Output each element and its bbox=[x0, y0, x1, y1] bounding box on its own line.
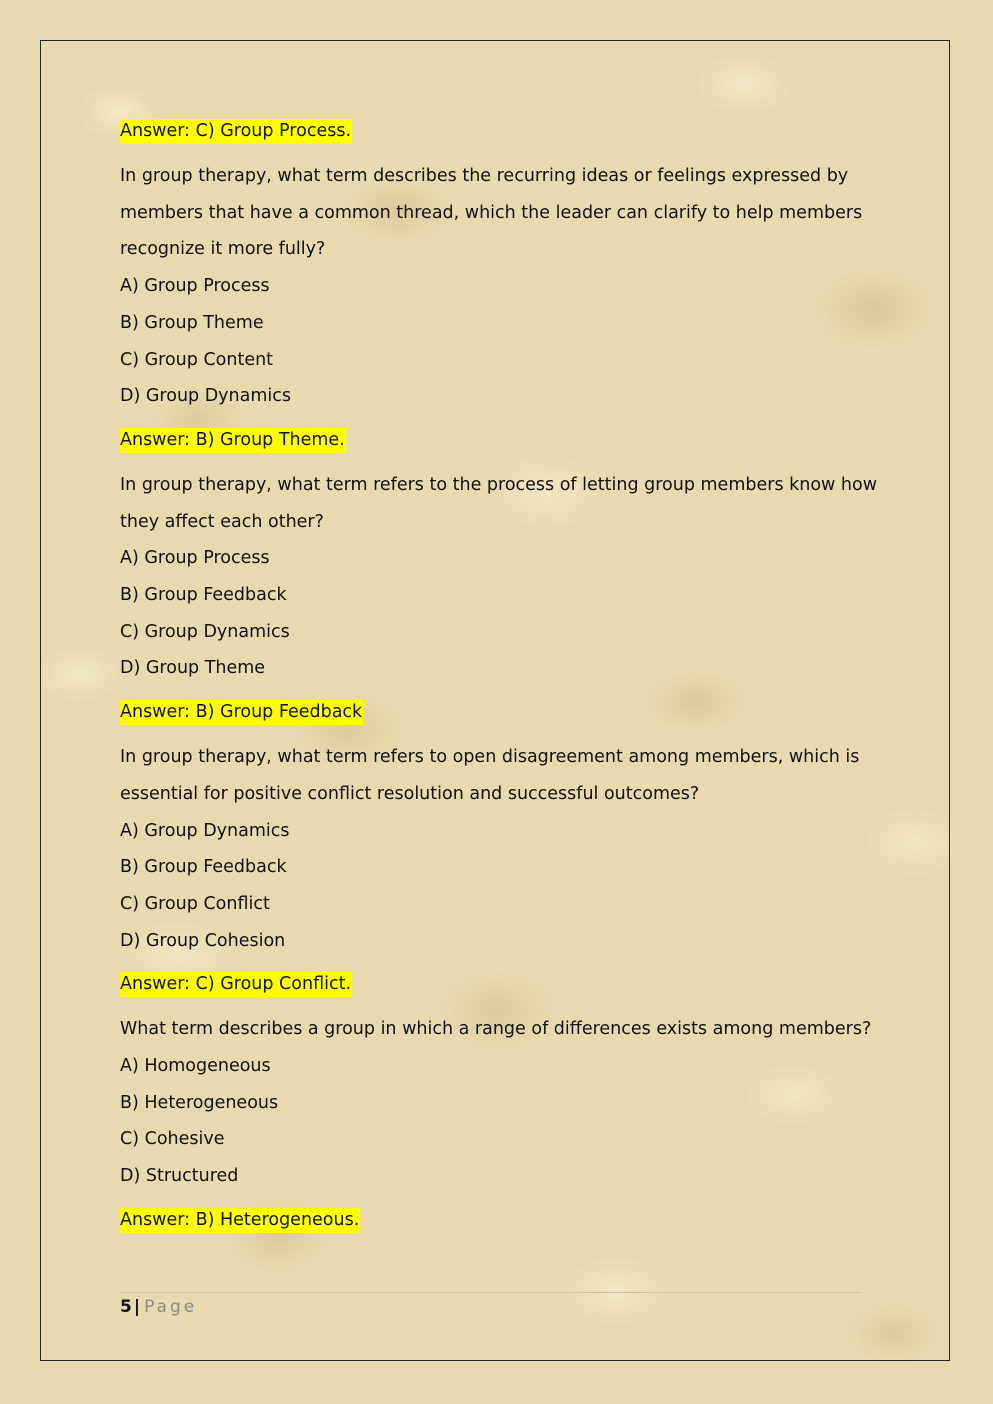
answer-line bbox=[120, 699, 860, 725]
question-text: essential for positive conflict resolution and successful outcomes? bbox=[120, 783, 700, 804]
question-text: What term describes a group in which a range of differences exists among members? bbox=[120, 1019, 872, 1040]
page-footer bbox=[120, 1292, 860, 1317]
option-c: C) Group Content bbox=[120, 349, 274, 370]
answer-highlight: Answer: B) Group Feedback bbox=[120, 700, 363, 725]
option-b: B) Group Feedback bbox=[120, 857, 287, 878]
option-c: C) Group Dynamics bbox=[120, 621, 290, 642]
option-b: B) Group Theme bbox=[120, 312, 264, 333]
page-number: 5 bbox=[120, 1297, 132, 1317]
option-b: B) Heterogeneous bbox=[120, 1092, 279, 1113]
option-c: C) Group Conflict bbox=[120, 893, 270, 914]
option-b: B) Group Feedback bbox=[120, 585, 287, 606]
answer-line bbox=[120, 427, 860, 453]
question-text: In group therapy, what term refers to the process of letting group members know how bbox=[120, 474, 878, 495]
option-d: D) Group Dynamics bbox=[120, 386, 292, 407]
option-c: C) Cohesive bbox=[120, 1129, 225, 1150]
option-d: D) Structured bbox=[120, 1166, 239, 1187]
option-d: D) Group Cohesion bbox=[120, 930, 286, 951]
document-body bbox=[120, 118, 878, 1233]
option-a: A) Homogeneous bbox=[120, 1056, 271, 1077]
page-label: Page bbox=[144, 1297, 198, 1317]
answer-highlight: Answer: B) Heterogeneous. bbox=[120, 1208, 360, 1233]
question-block bbox=[120, 739, 860, 959]
answer-highlight: Answer: C) Group Process. bbox=[120, 119, 352, 144]
question-text: members that have a common thread, which the leader can clarify to help members bbox=[120, 202, 863, 223]
question-text: recognize it more fully? bbox=[120, 239, 326, 260]
question-block bbox=[120, 158, 863, 415]
option-a: A) Group Process bbox=[120, 276, 270, 297]
answer-line bbox=[120, 971, 860, 997]
question-text: In group therapy, what term describes the recurring ideas or feelings expressed by bbox=[120, 166, 849, 186]
answer-highlight: Answer: B) Group Theme. bbox=[120, 428, 346, 453]
question-block bbox=[120, 1011, 872, 1195]
footer-separator: | bbox=[133, 1297, 141, 1317]
question-block bbox=[120, 467, 878, 687]
option-a: A) Group Process bbox=[120, 548, 270, 569]
answer-line bbox=[120, 1207, 860, 1233]
answer-line bbox=[120, 118, 860, 144]
option-a: A) Group Dynamics bbox=[120, 820, 290, 841]
question-text: they affect each other? bbox=[120, 511, 324, 532]
option-d: D) Group Theme bbox=[120, 658, 266, 679]
question-text: In group therapy, what term refers to open disagreement among members, which is bbox=[120, 747, 860, 768]
answer-highlight: Answer: C) Group Conflict. bbox=[120, 972, 352, 997]
